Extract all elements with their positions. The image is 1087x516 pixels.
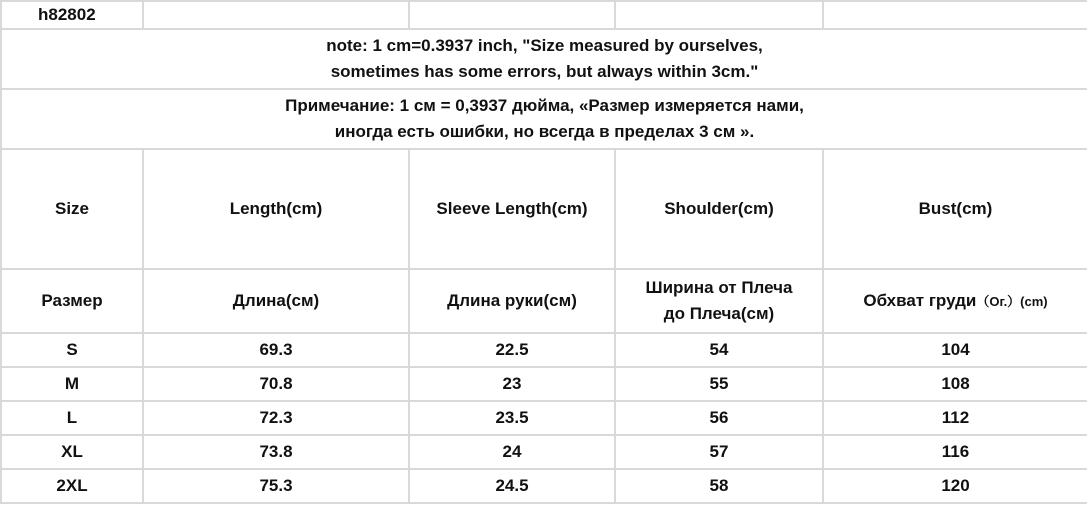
note-english-line-2: sometimes has some errors, but always within 3cm." xyxy=(330,62,759,81)
header-ru-bust-main: Обхват груди xyxy=(863,290,977,310)
empty-cell xyxy=(143,1,409,29)
cell-size: L xyxy=(1,401,143,435)
header-ru-size: Размер xyxy=(1,269,143,333)
header-length: Length(cm) xyxy=(143,149,409,269)
table-row xyxy=(1,435,1087,469)
cell-bust: 108 xyxy=(823,367,1087,401)
header-shoulder: Shoulder(cm) xyxy=(615,149,823,269)
header-ru-sleeve: Длина руки(см) xyxy=(409,269,615,333)
table-row xyxy=(1,469,1087,503)
cell-sleeve: 23 xyxy=(409,367,615,401)
header-bust: Bust(cm) xyxy=(823,149,1087,269)
cell-sleeve: 24 xyxy=(409,435,615,469)
cell-sleeve: 23.5 xyxy=(409,401,615,435)
table-row xyxy=(1,401,1087,435)
note-russian-line-1: Примечание: 1 см = 0,3937 дюйма, «Размер измеряется нами, xyxy=(285,96,804,115)
note-english xyxy=(1,29,1087,89)
cell-length: 73.8 xyxy=(143,435,409,469)
note-english-line-1: note: 1 cm=0.3937 inch, "Size measured by ourselves, xyxy=(326,36,763,55)
header-ru-bust-paren: （Ог.）(cm) xyxy=(976,293,1048,309)
empty-cell xyxy=(409,1,615,29)
header-ru-shoulder-line-1: Ширина от Плеча xyxy=(645,278,793,297)
note-english-row xyxy=(1,29,1087,89)
table-row xyxy=(1,333,1087,367)
cell-size: M xyxy=(1,367,143,401)
note-russian-row xyxy=(1,89,1087,149)
table-row xyxy=(1,367,1087,401)
cell-sleeve: 24.5 xyxy=(409,469,615,503)
cell-bust: 120 xyxy=(823,469,1087,503)
cell-length: 75.3 xyxy=(143,469,409,503)
cell-bust: 116 xyxy=(823,435,1087,469)
cell-shoulder: 55 xyxy=(615,367,823,401)
empty-cell xyxy=(823,1,1087,29)
cell-shoulder: 57 xyxy=(615,435,823,469)
cell-sleeve: 22.5 xyxy=(409,333,615,367)
cell-bust: 104 xyxy=(823,333,1087,367)
cell-size: XL xyxy=(1,435,143,469)
cell-shoulder: 54 xyxy=(615,333,823,367)
header-english-row xyxy=(1,149,1087,269)
cell-length: 72.3 xyxy=(143,401,409,435)
header-ru-bust xyxy=(823,269,1087,333)
cell-length: 69.3 xyxy=(143,333,409,367)
header-ru-shoulder-line-2: до Плеча(см) xyxy=(663,304,775,323)
cell-size: S xyxy=(1,333,143,367)
cell-size: 2XL xyxy=(1,469,143,503)
note-russian-line-2: иногда есть ошибки, но всегда в пределах 3 см ». xyxy=(334,122,755,141)
cell-shoulder: 56 xyxy=(615,401,823,435)
header-russian-row xyxy=(1,269,1087,333)
empty-cell xyxy=(615,1,823,29)
note-russian xyxy=(1,89,1087,149)
cell-bust: 112 xyxy=(823,401,1087,435)
cell-length: 70.8 xyxy=(143,367,409,401)
header-ru-length: Длина(см) xyxy=(143,269,409,333)
header-size: Size xyxy=(1,149,143,269)
cell-shoulder: 58 xyxy=(615,469,823,503)
product-code: h82802 xyxy=(1,1,143,29)
header-ru-shoulder xyxy=(615,269,823,333)
product-code-row xyxy=(1,1,1087,29)
header-sleeve-length: Sleeve Length(cm) xyxy=(409,149,615,269)
